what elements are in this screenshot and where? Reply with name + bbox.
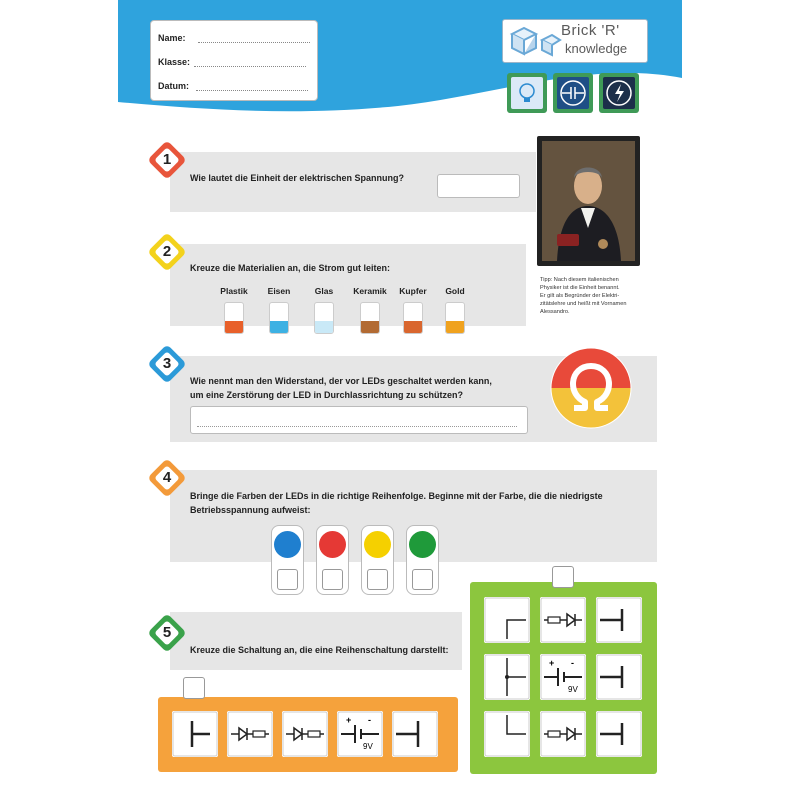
question-3-text <box>190 374 492 402</box>
led-card-green <box>406 525 439 595</box>
block-green-led-2 <box>540 711 586 757</box>
name-line[interactable] <box>198 33 310 43</box>
question-5-number: 5 <box>162 624 172 641</box>
logo-brand-text: Brick 'R' <box>561 22 620 39</box>
brick-r-knowledge-logo <box>502 19 648 63</box>
material-fill-kupfer <box>404 321 422 333</box>
name-row[interactable] <box>158 33 310 43</box>
name-label: Name: <box>158 33 186 43</box>
date-row[interactable] <box>158 81 308 91</box>
battery-minus-label: - <box>571 658 574 668</box>
capacitor-tile-icon <box>552 70 594 116</box>
material-checkbox-eisen[interactable] <box>269 302 289 334</box>
battery-minus-label: - <box>368 715 371 725</box>
date-label: Datum: <box>158 81 189 91</box>
date-line[interactable] <box>196 81 308 91</box>
question-5-band <box>170 612 462 670</box>
led-order-box-green[interactable] <box>412 569 433 590</box>
block-green-7 <box>484 711 530 757</box>
material-checkbox-gold[interactable] <box>445 302 465 334</box>
material-label-eisen: Eisen <box>267 286 291 296</box>
led-card-blue <box>271 525 304 595</box>
block-orange-battery <box>337 711 383 757</box>
led-order-box-blue[interactable] <box>277 569 298 590</box>
block-green-4 <box>484 654 530 700</box>
question-1-answer-field[interactable] <box>437 174 520 198</box>
block-orange-led-green <box>282 711 328 757</box>
class-label: Klasse: <box>158 57 191 67</box>
led-order-box-yellow[interactable] <box>367 569 388 590</box>
question-1-text: Wie lautet die Einheit der elektrischen Spannung? <box>190 173 404 183</box>
block-green-battery <box>540 654 586 700</box>
bulb-tile-icon <box>506 70 548 116</box>
logo-cubes-icon <box>506 22 562 62</box>
question-1-number: 1 <box>162 151 172 168</box>
question-3-line-1: Wie nennt man den Widerstand, der vor LEDs geschaltet werden kann, <box>190 376 492 386</box>
question-4-number: 4 <box>162 469 172 486</box>
block-orange-led-red <box>227 711 273 757</box>
block-green-9 <box>596 711 642 757</box>
block-green-6 <box>596 654 642 700</box>
block-orange-1 <box>172 711 218 757</box>
tip-line-2: Physiker ist die Einheit benannt. <box>540 285 620 291</box>
question-1-badge <box>147 140 187 180</box>
question-3-number: 3 <box>162 355 172 372</box>
battery-plus-label: + <box>549 658 555 668</box>
question-4-text <box>190 489 603 517</box>
material-label-glas: Glas <box>314 286 334 296</box>
omega-icon <box>549 346 633 430</box>
question-4-badge <box>147 458 187 498</box>
block-orange-5 <box>392 711 438 757</box>
question-3-answer-line <box>197 426 517 427</box>
material-checkbox-keramik[interactable] <box>360 302 380 334</box>
volta-portrait-image <box>537 136 640 266</box>
tip-text <box>540 276 644 316</box>
tip-line-4: zitätslehre und heißt mit Vornamen <box>540 301 627 307</box>
question-4-line-2: Betriebsspannung aufweist: <box>190 505 311 515</box>
led-green <box>409 531 436 558</box>
material-fill-plastik <box>225 321 243 333</box>
material-label-keramik: Keramik <box>353 286 387 296</box>
question-3-badge <box>147 344 187 384</box>
tip-line-1: Tipp: Nach diesem italienischen <box>540 277 619 283</box>
lightning-tile-icon <box>598 70 640 116</box>
material-fill-keramik <box>361 321 379 333</box>
battery-voltage-label: 9V <box>568 685 578 694</box>
material-label-kupfer: Kupfer <box>399 286 427 296</box>
battery-plus-label: + <box>346 715 352 725</box>
tip-line-5: Alessandro. <box>540 309 570 315</box>
class-line[interactable] <box>194 57 306 67</box>
led-card-red <box>316 525 349 595</box>
tip-line-3: Er gilt als Begründer der Elektri- <box>540 293 620 299</box>
material-checkbox-kupfer[interactable] <box>403 302 423 334</box>
led-card-yellow <box>361 525 394 595</box>
led-yellow <box>364 531 391 558</box>
question-3-line-2: um eine Zerstörung der LED in Durchlassrichtung zu schützen? <box>190 390 464 400</box>
material-fill-eisen <box>270 321 288 333</box>
circuit-a-checkbox[interactable] <box>183 677 205 699</box>
question-2-badge <box>147 232 187 272</box>
material-label-gold: Gold <box>445 286 465 296</box>
question-3-answer-field[interactable] <box>190 406 528 434</box>
block-green-3 <box>596 597 642 643</box>
question-5-text: Kreuze die Schaltung an, die eine Reihenschaltung darstellt: <box>190 645 449 655</box>
block-green-1 <box>484 597 530 643</box>
question-4-line-1: Bringe die Farben der LEDs in die richtige Reihenfolge. Beginne mit der Farbe, die die niedrigste <box>190 491 603 501</box>
circuit-b-checkbox[interactable] <box>552 566 574 588</box>
student-info-box <box>150 20 318 101</box>
led-red <box>319 531 346 558</box>
material-fill-gold <box>446 321 464 333</box>
logo-sub-text: knowledge <box>565 41 628 56</box>
material-checkbox-glas[interactable] <box>314 302 334 334</box>
led-blue <box>274 531 301 558</box>
battery-voltage-label: 9V <box>363 742 373 751</box>
question-2-number: 2 <box>162 243 172 260</box>
material-fill-glas <box>315 321 333 333</box>
material-label-plastik: Plastik <box>220 286 248 296</box>
material-checkbox-plastik[interactable] <box>224 302 244 334</box>
led-order-box-red[interactable] <box>322 569 343 590</box>
question-2-text: Kreuze die Materialien an, die Strom gut leiten: <box>190 263 391 273</box>
question-5-badge <box>147 613 187 653</box>
class-row[interactable] <box>158 57 306 67</box>
block-green-led <box>540 597 586 643</box>
